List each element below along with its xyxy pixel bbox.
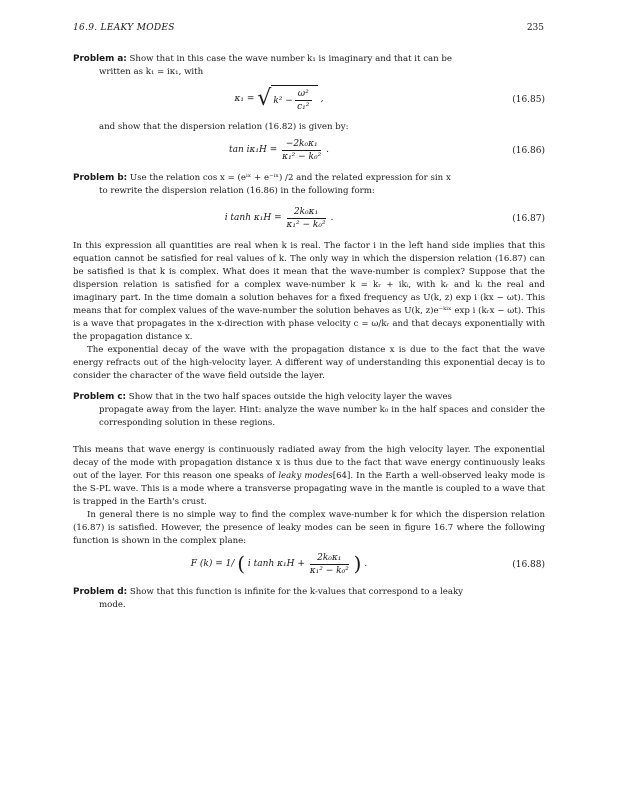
eq-87-numerator: 2k₀κ₁ bbox=[287, 206, 326, 219]
eq-87-fraction bbox=[287, 206, 326, 231]
leaky-modes-emphasis: leaky modes bbox=[278, 471, 333, 481]
problem-c-label: Problem c: bbox=[73, 392, 127, 402]
problem-d-text-2: mode. bbox=[99, 600, 126, 610]
eq-86-number: (16.86) bbox=[512, 146, 545, 156]
problem-d-label: Problem d: bbox=[73, 587, 128, 597]
eq-85-tail: , bbox=[320, 94, 324, 104]
problem-a-label: Problem a: bbox=[73, 54, 127, 64]
problem-b-text-1: Use the relation cos x = (eⁱˣ + e⁻ⁱˣ) /2 and the related expression for sin x bbox=[127, 173, 451, 183]
eq-86-denominator: κ₁² − k₀² bbox=[282, 151, 322, 162]
paragraph-exponential-decay: The exponential decay of the wave with the propagation distance x is due to the fact that the wave energy refracts out of the high-velocity layer. A different way of understanding this exponential decay is to consider the character of the wave field outside the layer. bbox=[73, 345, 545, 381]
problem-c bbox=[73, 391, 545, 430]
paragraph-leaky-modes-a: This means that wave energy is continuously radiated away from the high velocity layer. The exponential decay of the mode with propagation distance x is thus due to the fact that wave energy continuously leaks out of the layer. For this reason one speaks of bbox=[73, 445, 545, 481]
section-title: 16.9. LEAKY MODES bbox=[73, 23, 175, 33]
eq-85-fraction bbox=[295, 88, 312, 113]
eq-88-inner: i tanh κ₁H + bbox=[247, 559, 305, 569]
problem-c-text-1: Show that in the two half spaces outside the high velocity layer the waves bbox=[126, 392, 452, 402]
equation-16-86 bbox=[73, 136, 545, 170]
eq-85-sqrt: √ k² − $\frac{\text{ω²}}{\text{c₁²}}$ bbox=[257, 85, 317, 113]
eq-87-tail: . bbox=[330, 213, 334, 223]
eq-88-denominator: κ₁² − k₀² bbox=[309, 565, 349, 576]
eq-85-denominator: c₁² bbox=[297, 102, 310, 112]
problem-b bbox=[73, 172, 545, 198]
eq-85-sqrt-term: k² − bbox=[273, 96, 293, 106]
problem-a-text-3: and show that the dispersion relation (16.82) is given by: bbox=[99, 122, 349, 132]
problem-c-text-2: propagate away from the layer. Hint: analyze the wave number k₀ in the half spaces and consider the corresponding solution in these regions. bbox=[99, 405, 545, 428]
eq-87-denominator: κ₁² − k₀² bbox=[286, 219, 326, 230]
eq-86-tail: . bbox=[326, 145, 329, 155]
eq-87-number: (16.87) bbox=[512, 214, 545, 224]
eq-88-number: (16.88) bbox=[512, 560, 545, 570]
running-header bbox=[73, 22, 544, 36]
eq-85-lhs: κ₁ = bbox=[234, 94, 255, 104]
eq-86-fraction bbox=[282, 138, 321, 163]
eq-85-numerator: ω² bbox=[295, 88, 312, 101]
paragraph-leaky-modes bbox=[73, 444, 545, 509]
equation-16-87 bbox=[73, 204, 545, 238]
page-body bbox=[73, 53, 545, 618]
eq-88-fraction bbox=[310, 552, 349, 577]
problem-d-text-1: Show that this function is infinite for the k-values that correspond to a leaky bbox=[127, 587, 464, 597]
problem-b-text-2: to rewrite the dispersion relation (16.86) in the following form: bbox=[99, 186, 375, 196]
problem-a bbox=[73, 53, 545, 79]
eq-86-lhs: tan iκ₁H = bbox=[229, 145, 278, 155]
eq-85-number: (16.85) bbox=[512, 95, 545, 105]
eq-86-numerator: −2k₀κ₁ bbox=[282, 138, 321, 151]
eq-87-lhs: i tanh κ₁H = bbox=[224, 213, 282, 223]
eq-88-numerator: 2k₀κ₁ bbox=[310, 552, 349, 565]
paragraph-complex-wavenumber: In this expression all quantities are real when k is real. The factor i in the left hand side implies that this equation cannot be satisfied for real values of k. The only way in which the dispersion relation (16.87) can be satisfied is that k is complex. What does it mean that the wave-number is complex? Suppose that the dispersion relation is satisfied for a complex wave-number k = kᵣ + ikᵢ, with kᵣ and kᵢ the real and imaginary part. In the time domain a solution behaves for a fixed frequency as U(k, z) exp i (kx − ωt). This means that for complex values of the wave-number the solution behaves as U(k, z)e⁻ᵏⁱˣ exp i (kᵣx − ωt). This is a wave that propagates in the x-direction with phase velocity c = ω/kᵣ and that decays exponentially with the propagation distance x. bbox=[73, 241, 545, 342]
equation-16-85 bbox=[73, 85, 545, 119]
equation-16-88: F (k) = 1/ ( i tanh κ₁H + $\frac{\text{2k₀κ₁}}{\text{κ₁² − k₀²}}$ ) . (16.88) bbox=[73, 550, 545, 584]
problem-a-text-1: Show that in this case the wave number k₁ is imaginary and that it can be bbox=[126, 54, 452, 64]
paragraph-leaky-modes-b: [64]. In the Earth a well-observed leaky mode is the S-PL wave. This is a mode where a transverse propagating wave in the mantle is coupled to a wave that is trapped in the Earth's crust. bbox=[73, 471, 545, 507]
problem-a-text-2: written as k₁ = iκ₁, with bbox=[99, 67, 204, 77]
page-number: 235 bbox=[526, 23, 544, 33]
problem-d bbox=[73, 586, 545, 612]
eq-88-tail: . bbox=[364, 559, 368, 569]
eq-88-lhs: F (k) = 1/ bbox=[190, 559, 235, 569]
paragraph-complex-plane: In general there is no simple way to find the complex wave-number k for which the dispersion relation (16.87) is satisfied. However, the presence of leaky modes can be seen in figure 16.7 where the following function is shown in the complex plane: bbox=[73, 510, 545, 546]
problem-b-label: Problem b: bbox=[73, 173, 128, 183]
